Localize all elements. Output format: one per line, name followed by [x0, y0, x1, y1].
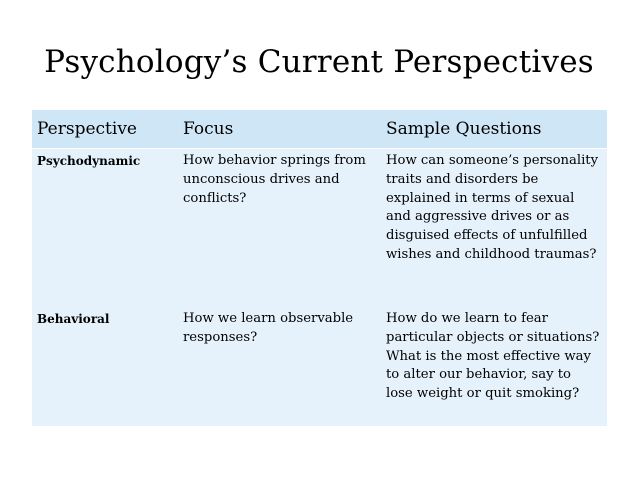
header-sample-questions: Sample Questions — [386, 119, 542, 139]
row-perspective: Psychodynamic — [32, 149, 178, 311]
table-row — [32, 149, 607, 311]
row-focus: How we learn observable responses? — [183, 311, 354, 345]
table-body — [32, 149, 607, 427]
table-header — [32, 110, 607, 149]
table-row — [32, 310, 607, 426]
header-row — [32, 110, 607, 149]
header-focus: Focus — [183, 119, 234, 139]
slide-title: Psychology’s Current Perspectives — [44, 44, 594, 80]
row-perspective: Behavioral — [37, 312, 110, 326]
perspectives-table-container — [32, 110, 607, 426]
row-focus: How behavior springs from unconscious drives and conflicts? — [178, 149, 381, 311]
header-perspective: Perspective — [37, 119, 137, 139]
row-sample-questions: How do we learn to fear particular objects or situations? What is the most effective way to alter our behavior, say to lose weight or quit smoking? — [386, 311, 600, 402]
perspectives-table — [32, 110, 607, 426]
row-sample-questions: How can someone’s personality traits and disorders be explained in terms of sexual and aggressive drives or as disguised effects of unfulfilled wishes and childhood traumas? — [381, 149, 607, 311]
